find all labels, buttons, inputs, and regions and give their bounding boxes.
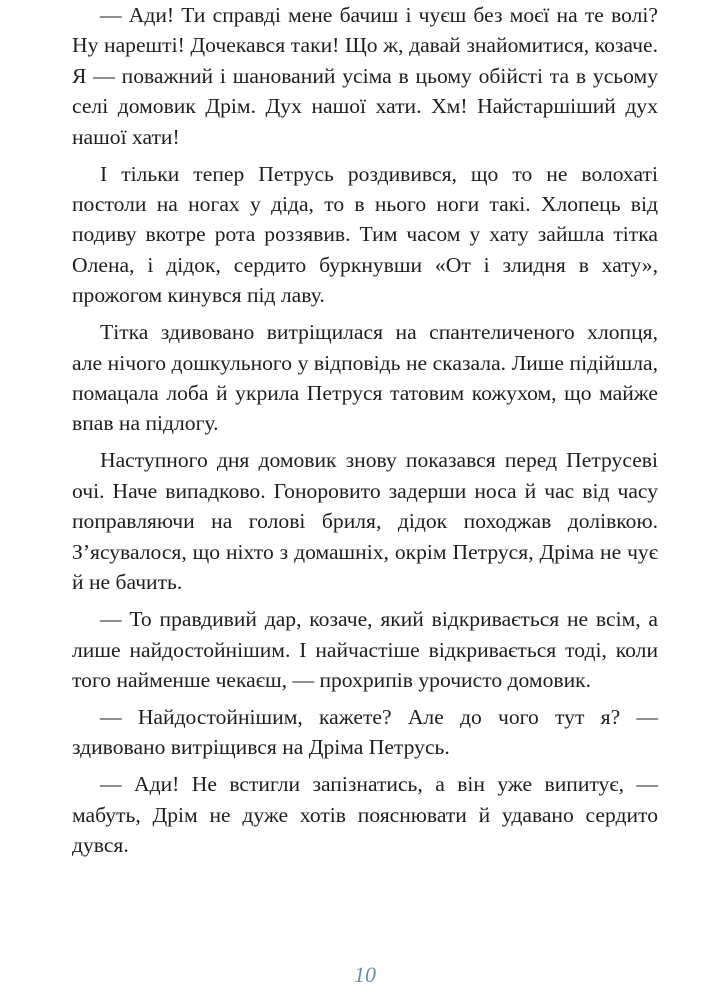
paragraph-7: — Ади! Не встигли запізнатись, а він уже випитує, — мабуть, Дрім не дуже хотів пояснювати й удавано сердито дувся. bbox=[72, 772, 658, 858]
body-text bbox=[72, 0, 658, 861]
paragraph-3: Тітка здивовано витріщилася на спантеличеного хлопця, але нічого дошкульного у відповідь не сказала. Лише підійшла, помацала лоба й укрила Петруся татовим кожухом, що майже впав на підлогу. bbox=[72, 320, 658, 436]
paragraph-4: Наступного дня домовик знову показався перед Петрусеві очі. Наче випадково. Гоноровито задерши носа й час від часу поправляючи на голові бриля, дідок походжав долівкою. З’ясувалося, що ніхто з домашніх, окрім Петруся, Дріма не чує й не бачить. bbox=[72, 448, 658, 595]
paragraph-5: — То правдивий дар, козаче, який відкривається не всім, а лише найдостойнішим. І найчастіше відкривається тоді, коли того найменше чекаєш, — прохрипів урочисто домовик. bbox=[72, 607, 658, 692]
paragraph-1: — Ади! Ти справді мене бачиш і чуєш без моєї на те волі? Ну нарешті! Дочекався таки! Що ж, давай знайомитися, козаче. Я — поважний і шанований усіма в цьому обійсті та в усьому селі домовик Дрім. Дух нашої хати. Хм! Найстаршіший дух нашої хати! bbox=[72, 3, 658, 149]
book-page bbox=[72, 0, 658, 1000]
paragraph-6: — Найдостойнішим, кажете? Але до чого тут я? — здивовано витріщився на Дріма Петрусь. bbox=[72, 704, 658, 760]
paragraph-2: І тільки тепер Петрусь роздивився, що то не волохаті постоли на ногах у діда, то в нього ноги такі. Хлопець від подиву вкотре рота роззявив. Тим часом у хату зайшла тітка Олена, і дідок, сердито буркнувши «От і злидня в хату», прожогом кинувся під лаву. bbox=[72, 161, 658, 308]
page-number: 10 bbox=[354, 962, 376, 987]
